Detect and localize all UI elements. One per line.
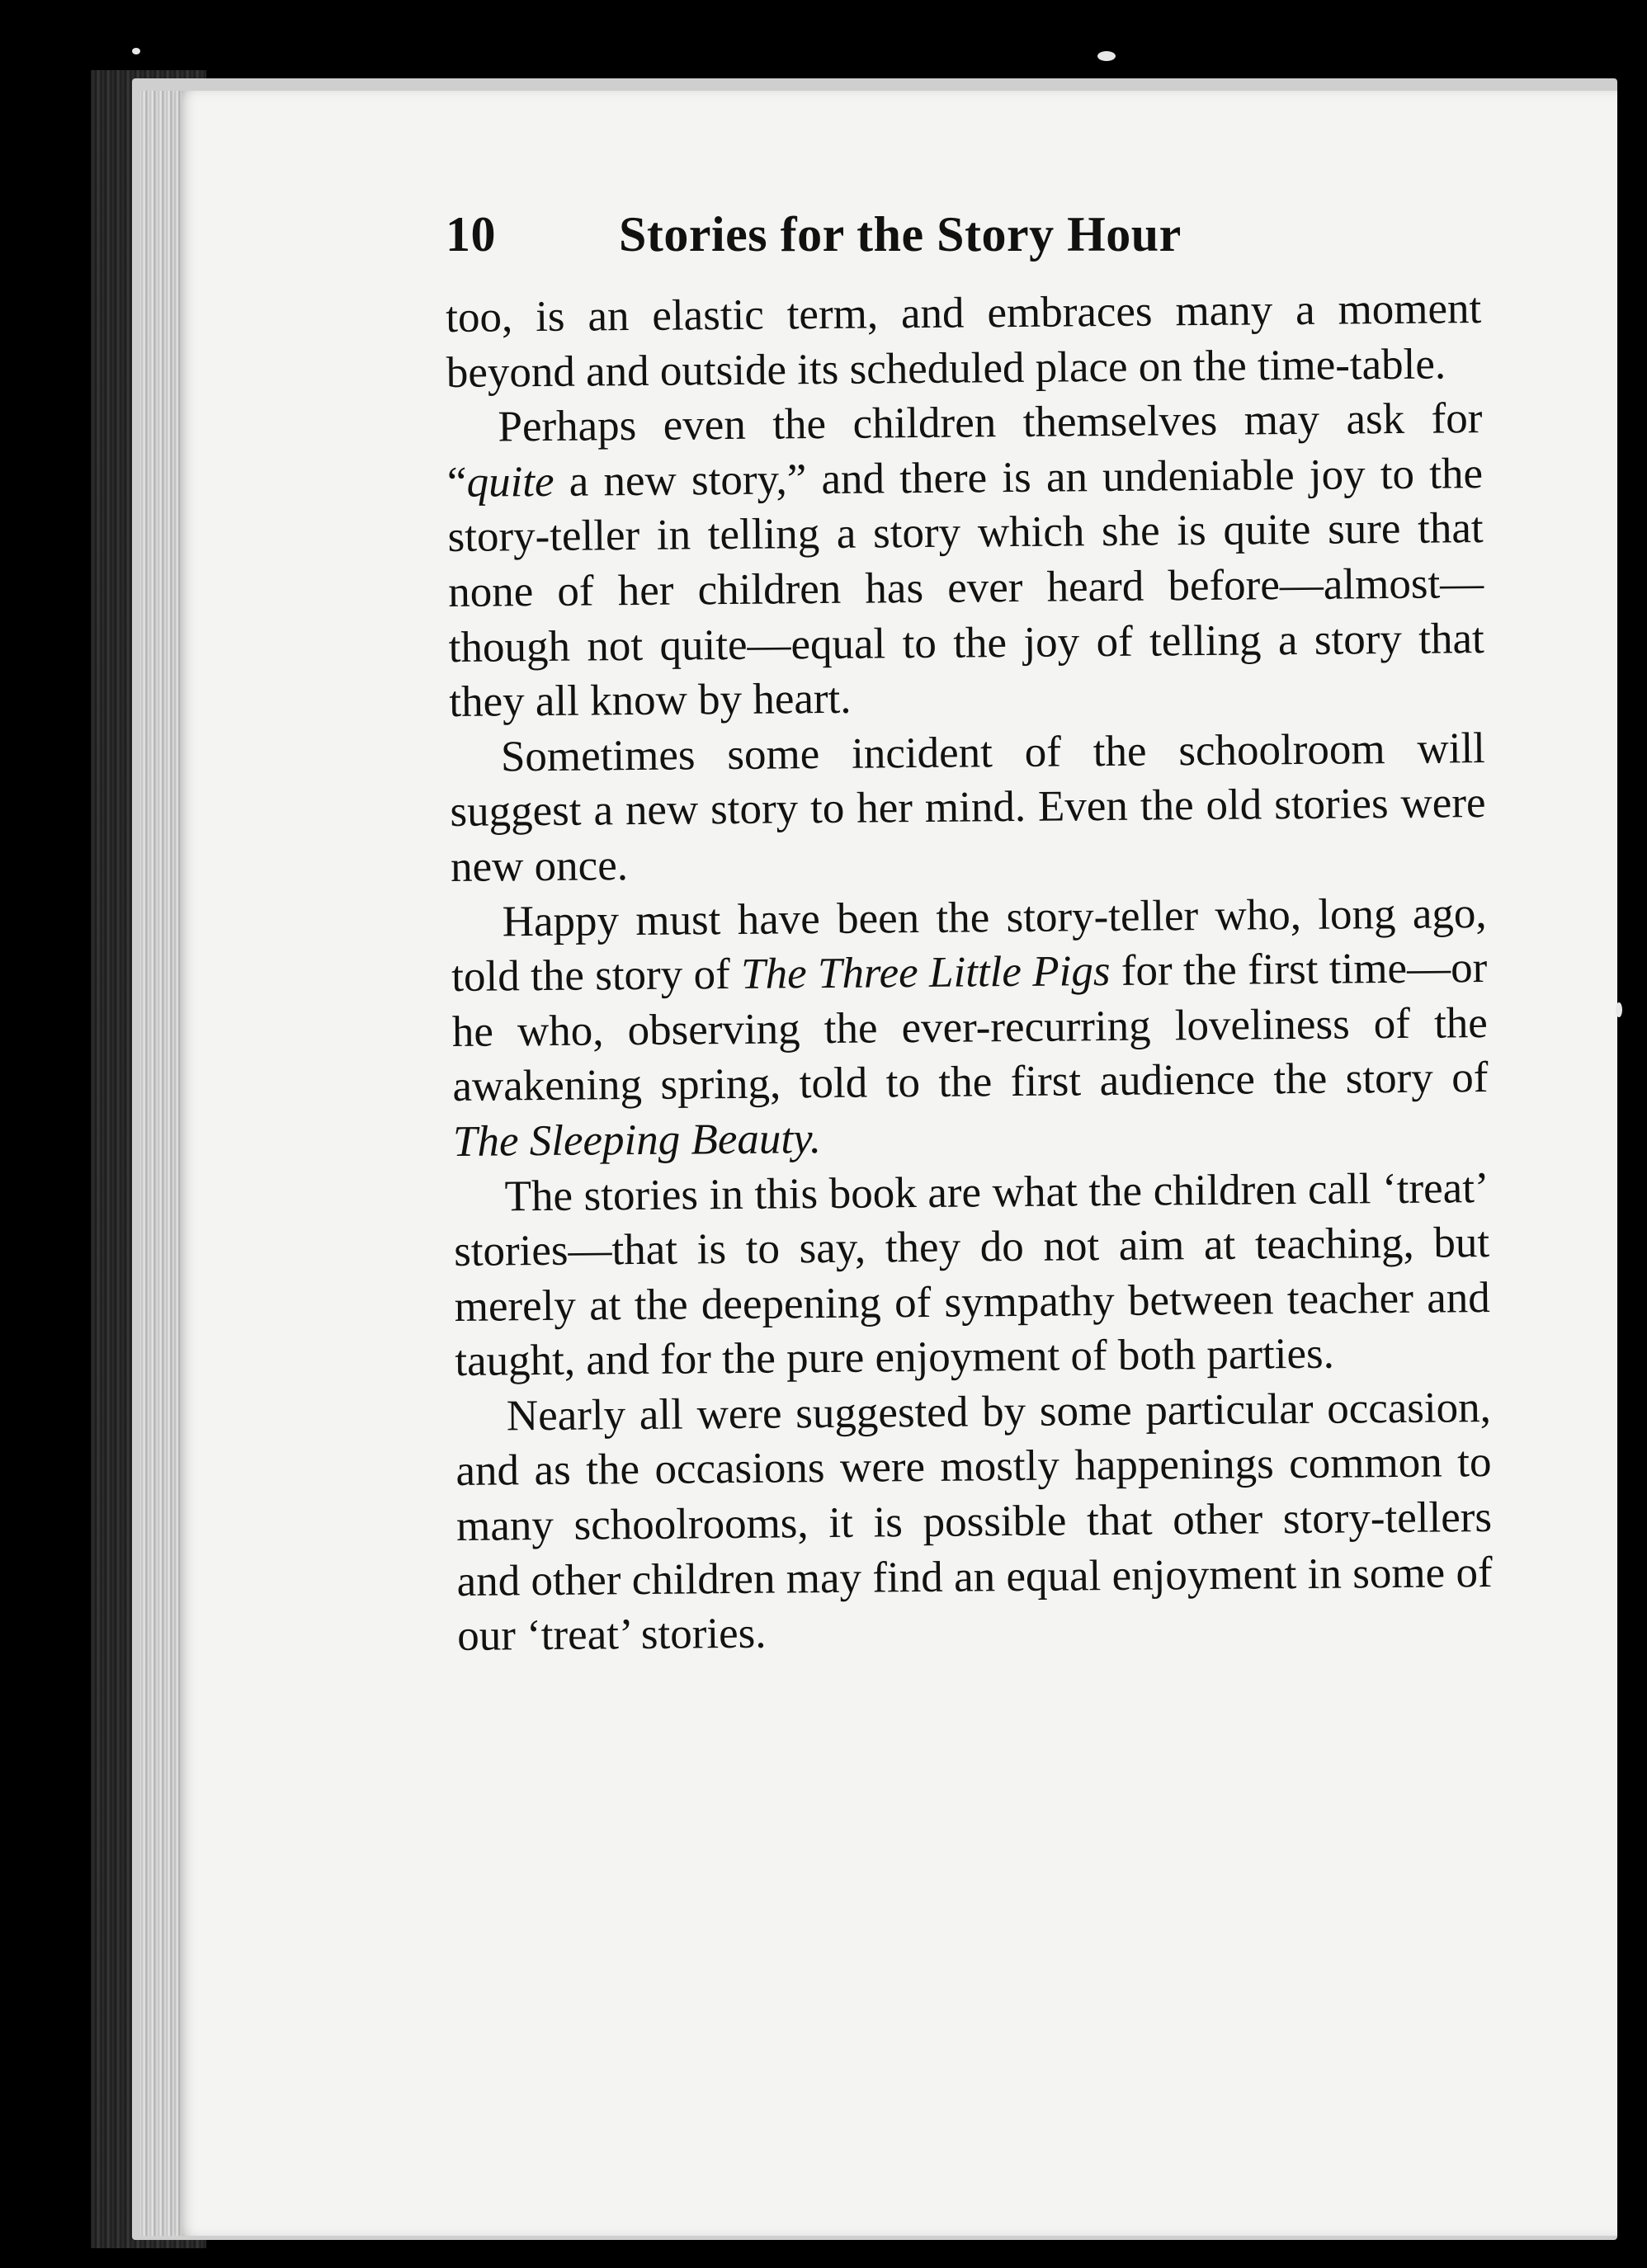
text-run: The stories in this book are what the children call ‘treat’ stories—that is to say, they do not aim at teaching, but merely at the deepening of sympathy between teacher and taught, and for the pure enjoyment of both parties. — [453, 1163, 1490, 1386]
running-head: Stories for the Story Hour — [619, 207, 1182, 262]
paragraph — [453, 1161, 1490, 1389]
text-run: Perhaps even the children themselves may ask for “ — [446, 394, 1483, 507]
text-run: Nearly all were suggested by some particular occasion, and as the occasions were mostly happenings common to many schoolrooms, it is possible that other story-tellers and other children may find an equal enjoyment in some of our ‘treat’ stories. — [455, 1383, 1493, 1661]
paragraph — [450, 721, 1487, 895]
italic-text: The Three Little Pigs — [740, 947, 1111, 999]
paragraph — [455, 1380, 1494, 1664]
text-run: too, is an elastic term, and embraces many a moment beyond and outside its scheduled place on the time-table. — [446, 285, 1482, 397]
dust-speck — [1097, 51, 1116, 61]
page-number: 10 — [446, 207, 496, 262]
body-text — [446, 281, 1493, 1664]
dust-speck — [1616, 1002, 1622, 1017]
paragraph — [446, 281, 1482, 400]
paragraph — [451, 886, 1489, 1170]
page-gutter — [140, 91, 182, 2236]
italic-text: The Sleeping Beauty. — [452, 1114, 822, 1166]
text-run: Sometimes some incident of the schoolroom will suggest a new story to her mind. Even the old stories were new once. — [450, 724, 1486, 891]
paragraph — [446, 391, 1484, 729]
text-run: for the first time—or he who, observing the ever-recurring loveliness of the awakening spring, told to the first audience the story of — [451, 944, 1489, 1111]
dust-speck — [132, 48, 140, 54]
page-header — [446, 206, 1395, 272]
italic-text: quite — [466, 457, 555, 507]
text-run: Happy must have been the story-teller who, long ago, told the story of — [451, 889, 1487, 1002]
text-run: a new story,” and there is an undeniable joy to the story-teller in telling a story which she is quite sure that none of her children has ever heard before—almost—though not quite—equal to the joy of telling a story that they all know by heart. — [447, 449, 1484, 727]
